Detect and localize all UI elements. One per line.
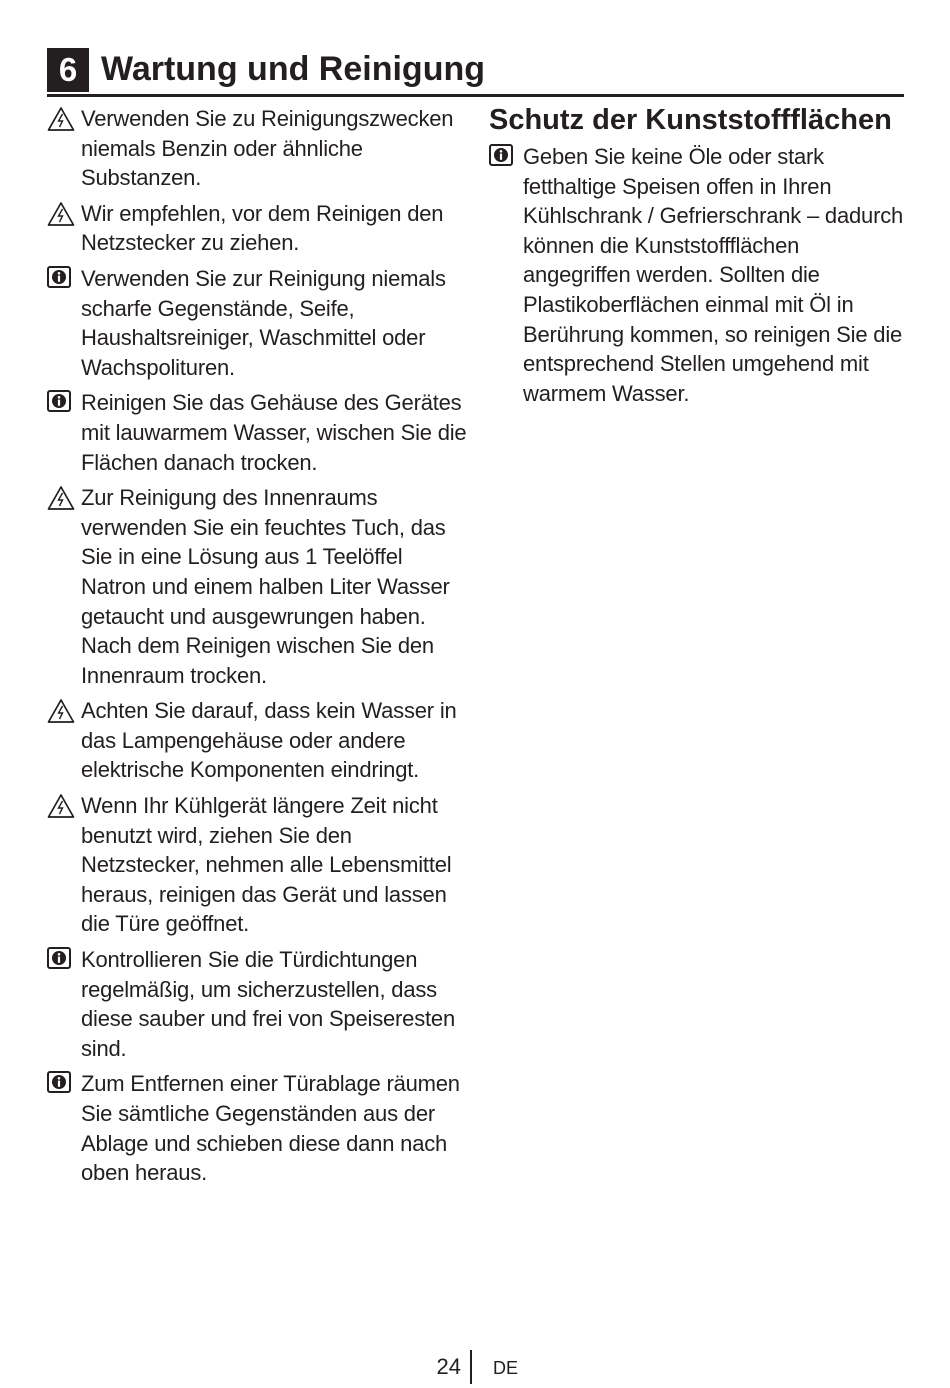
info-icon <box>47 388 81 420</box>
list-item <box>47 483 467 690</box>
warning-icon <box>47 199 81 231</box>
chapter-number: 6 <box>47 48 89 92</box>
chapter-title: Wartung und Reinigung <box>101 50 485 88</box>
chapter-header <box>47 46 904 97</box>
section-heading: Schutz der Kunststoffflächen <box>489 104 892 136</box>
list-item <box>47 696 467 785</box>
list-item <box>47 264 467 382</box>
page-number: 24 <box>436 1354 461 1379</box>
list-item <box>47 104 467 193</box>
list-item <box>47 945 467 1063</box>
list-item <box>47 1069 467 1187</box>
item-text: Kontrollieren Sie die Türdichtungen regelmäßig, um sicherzustellen, dass diese sauber und frei von Speiseresten sind. <box>81 947 455 1061</box>
item-text: Verwenden Sie zur Reinigung niemals scharfe Gegenstände, Seife, Haushaltsreiniger, Waschmittel oder Wachspolituren. <box>81 265 446 380</box>
item-text: Wir empfehlen, vor dem Reinigen den Netzstecker zu ziehen. <box>81 200 444 256</box>
right-column <box>489 102 909 414</box>
item-text: Verwenden Sie zu Reinigungszwecken niemals Benzin oder ähnliche Substanzen. <box>81 106 454 191</box>
item-text: Zum Entfernen einer Türablage räumen Sie sämtliche Gegenständen aus der Ablage und schieben diese dann nach oben heraus. <box>81 1071 460 1186</box>
language-code: DE <box>493 1358 519 1378</box>
info-icon <box>47 264 81 296</box>
list-item <box>489 142 909 408</box>
list-item <box>47 791 467 939</box>
item-text: Achten Sie darauf, dass kein Wasser in das Lampengehäuse oder andere elektrische Komponenten eindringt. <box>81 698 457 783</box>
info-icon <box>489 142 523 174</box>
info-icon <box>47 1069 81 1101</box>
footer-divider <box>470 1350 472 1384</box>
page-footer <box>0 1352 950 1388</box>
item-text: Wenn Ihr Kühlgerät längere Zeit nicht benutzt wird, ziehen Sie den Netzstecker, nehmen alle Lebensmittel heraus, reinigen das Gerät und lassen die Türe geöffnet. <box>81 793 452 937</box>
item-text: Reinigen Sie das Gehäuse des Gerätes mit lauwarmem Wasser, wischen Sie die Flächen danach trocken. <box>81 390 467 475</box>
item-text: Zur Reinigung des Innenraums verwenden Sie ein feuchtes Tuch, das Sie in eine Lösung aus 1 Teelöffel Natron und einem halben Liter Wasser getaucht und ausgewrungen haben. Nach dem Reinigen wischen Sie den Innenraum trocken. <box>81 485 450 688</box>
warning-icon <box>47 104 81 136</box>
list-item <box>47 199 467 258</box>
warning-icon <box>47 696 81 728</box>
item-text: Geben Sie keine Öle oder stark fetthaltige Speisen offen in Ihren Kühlschrank / Gefrierschrank – dadurch können die Kunststoffflächen angegriffen werden. Sollten die Plastikoberflächen einmal mit Öl in Berührung kommen, so reinigen Sie die entsprechend Stellen umgehend mit warmem Wasser. <box>523 144 904 406</box>
left-column <box>47 104 467 1194</box>
warning-icon <box>47 791 81 823</box>
info-icon <box>47 945 81 977</box>
warning-icon <box>47 483 81 515</box>
list-item <box>47 388 467 477</box>
